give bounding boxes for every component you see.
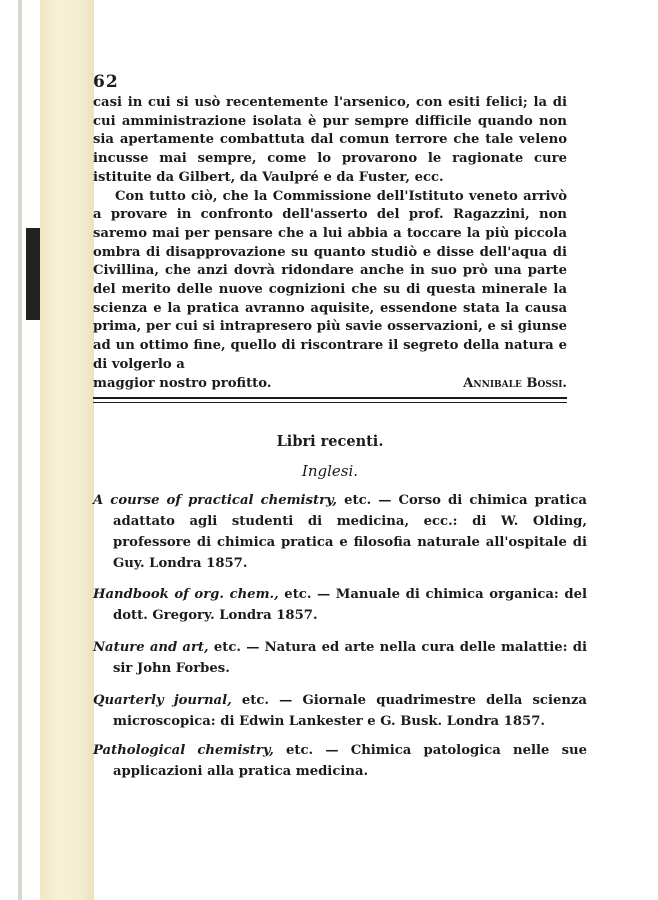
book-description: etc. — Chimica patologica nelle sue applicazioni alla pratica medicina.: [113, 743, 587, 779]
book-entry: [93, 690, 587, 732]
book-title: A course of practical chemistry,: [93, 493, 338, 508]
book-entry: [93, 490, 587, 574]
book-title: Nature and art,: [93, 640, 209, 655]
book-title: Pathological chemistry,: [93, 743, 274, 758]
paragraph-1: casi in cui si usò recentemente l'arsenico, con esiti felici; la di cui amministrazione isolata è pur sempre difficile quando non sia apertamente combattuta dal comun terrore che tale veleno incusse mai sempre, come lo provarono le ragionate cure istituite da Gilbert, da Vaulpré e da Fuster, ecc.: [93, 95, 567, 185]
book-description: etc. — Corso di chimica pratica adattato agli studenti di medicina, ecc.: di W. Olding, professore di chimica pratica e filosofia naturale all'ospitale di Guy. Londra 1857.: [113, 493, 587, 571]
book-entry: [93, 584, 587, 626]
book-entry: [93, 637, 587, 679]
section-title: Libri recenti.: [276, 433, 384, 450]
section-divider: [93, 397, 567, 399]
book-binding: [40, 0, 94, 900]
book-description: etc. — Natura ed arte nella cura delle malattie: di sir John Forbes.: [113, 640, 587, 676]
article-text: [93, 94, 567, 393]
book-title: Quarterly journal,: [93, 693, 232, 708]
book-description: etc. — Manuale di chimica organica: del dott. Gregory. Londra 1857.: [113, 587, 587, 623]
page-number: 62: [93, 72, 119, 92]
closing-line: [93, 375, 567, 394]
section-divider-thin: [93, 402, 567, 403]
paragraph-2: Con tutto ciò, che la Commissione dell'Istituto veneto arrivò a provare in confronto dell'asserto del prof. Ragazzini, non saremo mai per pensare che a lui abbia a toccare la più piccola ombra di disapprovazione su quanto studiò e disse dell'aqua di Civillina, che anzi dovrà ridondare anche in suo prò una parte del merito delle nuove cognizioni che su di questa minerale la scienza e la pratica avranno aquisite, essendone stata la causa prima, per cui si intrapresero più savie osservazioni, e si giunse ad un ottimo fine, quello di riscontrare il segreto della natura e di volgerlo a: [93, 188, 567, 372]
scan-edge: [18, 0, 22, 900]
section-subtitle: Inglesi.: [301, 462, 359, 480]
book-entry: [93, 740, 587, 782]
book-title: Handbook of org. chem.,: [93, 587, 279, 602]
book-description: etc. — Giornale quadrimestre della scienza microscopica: di Edwin Lankester e G. Busk. Londra 1857.: [113, 693, 587, 729]
author-signature: Annibale Bossi.: [463, 375, 567, 391]
paragraph-2-end: maggior nostro profitto.: [93, 375, 272, 391]
